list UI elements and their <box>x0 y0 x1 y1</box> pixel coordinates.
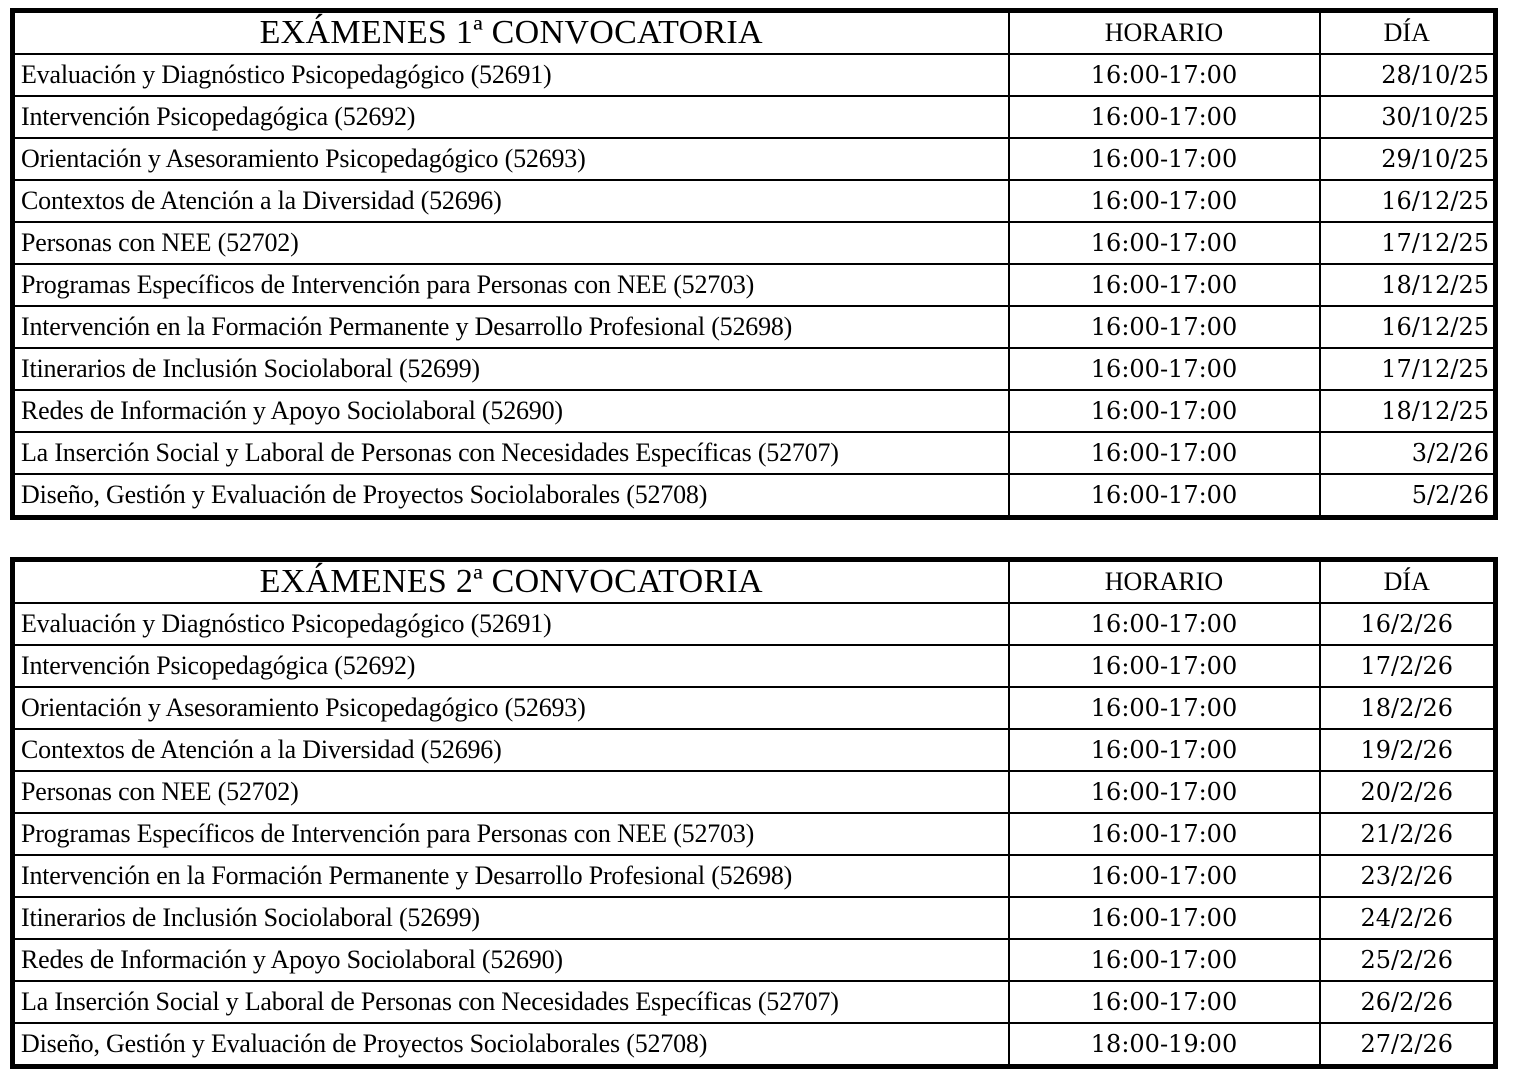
table-row <box>13 306 1496 348</box>
time-cell: 16:00-17:00 <box>1009 813 1320 855</box>
table-row <box>13 54 1496 96</box>
table-row <box>13 474 1496 518</box>
time-cell: 16:00-17:00 <box>1009 96 1320 138</box>
table-row <box>13 1023 1496 1067</box>
table-row <box>13 645 1496 687</box>
time-cell: 16:00-17:00 <box>1009 432 1320 474</box>
table-row <box>13 390 1496 432</box>
subject-cell: Intervención en la Formación Permanente y Desarrollo Profesional (52698) <box>13 306 1009 348</box>
subject-cell: Evaluación y Diagnóstico Psicopedagógico (52691) <box>13 603 1009 645</box>
table-row <box>13 222 1496 264</box>
day-cell: 29/10/25 <box>1320 138 1496 180</box>
subject-cell: Itinerarios de Inclusión Sociolaboral (52699) <box>13 348 1009 390</box>
exam-table-first-call <box>10 8 1498 520</box>
column-header-day: DÍA <box>1320 11 1496 55</box>
subject-cell: Redes de Información y Apoyo Sociolaboral (52690) <box>13 390 1009 432</box>
subject-cell: Evaluación y Diagnóstico Psicopedagógico (52691) <box>13 54 1009 96</box>
subject-cell: La Inserción Social y Laboral de Personas con Necesidades Específicas (52707) <box>13 432 1009 474</box>
table-row <box>13 729 1496 771</box>
day-cell: 16/2/26 <box>1320 603 1496 645</box>
time-cell: 16:00-17:00 <box>1009 897 1320 939</box>
time-cell: 16:00-17:00 <box>1009 390 1320 432</box>
day-cell: 18/12/25 <box>1320 264 1496 306</box>
day-cell: 26/2/26 <box>1320 981 1496 1023</box>
time-cell: 16:00-17:00 <box>1009 348 1320 390</box>
table-header-row <box>13 560 1496 604</box>
time-cell: 16:00-17:00 <box>1009 138 1320 180</box>
subject-cell: Diseño, Gestión y Evaluación de Proyectos Sociolaborales (52708) <box>13 474 1009 518</box>
table-row <box>13 348 1496 390</box>
day-cell: 3/2/26 <box>1320 432 1496 474</box>
subject-cell: Programas Específicos de Intervención para Personas con NEE (52703) <box>13 264 1009 306</box>
table-row <box>13 771 1496 813</box>
time-cell: 18:00-19:00 <box>1009 1023 1320 1067</box>
subject-cell: Personas con NEE (52702) <box>13 222 1009 264</box>
subject-cell: Contextos de Atención a la Diversidad (52696) <box>13 729 1009 771</box>
subject-cell: Programas Específicos de Intervención para Personas con NEE (52703) <box>13 813 1009 855</box>
time-cell: 16:00-17:00 <box>1009 474 1320 518</box>
time-cell: 16:00-17:00 <box>1009 729 1320 771</box>
time-cell: 16:00-17:00 <box>1009 939 1320 981</box>
subject-cell: Orientación y Asesoramiento Psicopedagógico (52693) <box>13 687 1009 729</box>
day-cell: 5/2/26 <box>1320 474 1496 518</box>
time-cell: 16:00-17:00 <box>1009 306 1320 348</box>
day-cell: 23/2/26 <box>1320 855 1496 897</box>
time-cell: 16:00-17:00 <box>1009 645 1320 687</box>
day-cell: 17/2/26 <box>1320 645 1496 687</box>
time-cell: 16:00-17:00 <box>1009 855 1320 897</box>
column-header-time: HORARIO <box>1009 560 1320 604</box>
exam-table-second-call <box>10 557 1498 1069</box>
day-cell: 30/10/25 <box>1320 96 1496 138</box>
time-cell: 16:00-17:00 <box>1009 687 1320 729</box>
table-row <box>13 813 1496 855</box>
table-row <box>13 180 1496 222</box>
day-cell: 24/2/26 <box>1320 897 1496 939</box>
subject-cell: La Inserción Social y Laboral de Personas con Necesidades Específicas (52707) <box>13 981 1009 1023</box>
time-cell: 16:00-17:00 <box>1009 981 1320 1023</box>
day-cell: 20/2/26 <box>1320 771 1496 813</box>
subject-cell: Intervención Psicopedagógica (52692) <box>13 96 1009 138</box>
subject-cell: Contextos de Atención a la Diversidad (52696) <box>13 180 1009 222</box>
column-header-day: DÍA <box>1320 560 1496 604</box>
table-row <box>13 138 1496 180</box>
subject-cell: Redes de Información y Apoyo Sociolaboral (52690) <box>13 939 1009 981</box>
subject-cell: Personas con NEE (52702) <box>13 771 1009 813</box>
subject-cell: Diseño, Gestión y Evaluación de Proyectos Sociolaborales (52708) <box>13 1023 1009 1067</box>
table-row <box>13 981 1496 1023</box>
day-cell: 16/12/25 <box>1320 180 1496 222</box>
table-row <box>13 687 1496 729</box>
table-row <box>13 603 1496 645</box>
time-cell: 16:00-17:00 <box>1009 222 1320 264</box>
column-header-time: HORARIO <box>1009 11 1320 55</box>
time-cell: 16:00-17:00 <box>1009 264 1320 306</box>
day-cell: 27/2/26 <box>1320 1023 1496 1067</box>
table-row <box>13 432 1496 474</box>
time-cell: 16:00-17:00 <box>1009 603 1320 645</box>
subject-cell: Intervención Psicopedagógica (52692) <box>13 645 1009 687</box>
table-header-row <box>13 11 1496 55</box>
subject-cell: Orientación y Asesoramiento Psicopedagógico (52693) <box>13 138 1009 180</box>
subject-cell: Intervención en la Formación Permanente y Desarrollo Profesional (52698) <box>13 855 1009 897</box>
table-row <box>13 939 1496 981</box>
table-row <box>13 264 1496 306</box>
day-cell: 28/10/25 <box>1320 54 1496 96</box>
day-cell: 17/12/25 <box>1320 222 1496 264</box>
day-cell: 16/12/25 <box>1320 306 1496 348</box>
table-title: EXÁMENES 1ª CONVOCATORIA <box>13 11 1009 55</box>
time-cell: 16:00-17:00 <box>1009 54 1320 96</box>
table-title: EXÁMENES 2ª CONVOCATORIA <box>13 560 1009 604</box>
time-cell: 16:00-17:00 <box>1009 771 1320 813</box>
day-cell: 18/12/25 <box>1320 390 1496 432</box>
table-row <box>13 897 1496 939</box>
day-cell: 25/2/26 <box>1320 939 1496 981</box>
time-cell: 16:00-17:00 <box>1009 180 1320 222</box>
day-cell: 21/2/26 <box>1320 813 1496 855</box>
table-row <box>13 96 1496 138</box>
subject-cell: Itinerarios de Inclusión Sociolaboral (52699) <box>13 897 1009 939</box>
table-row <box>13 855 1496 897</box>
day-cell: 18/2/26 <box>1320 687 1496 729</box>
day-cell: 17/12/25 <box>1320 348 1496 390</box>
day-cell: 19/2/26 <box>1320 729 1496 771</box>
